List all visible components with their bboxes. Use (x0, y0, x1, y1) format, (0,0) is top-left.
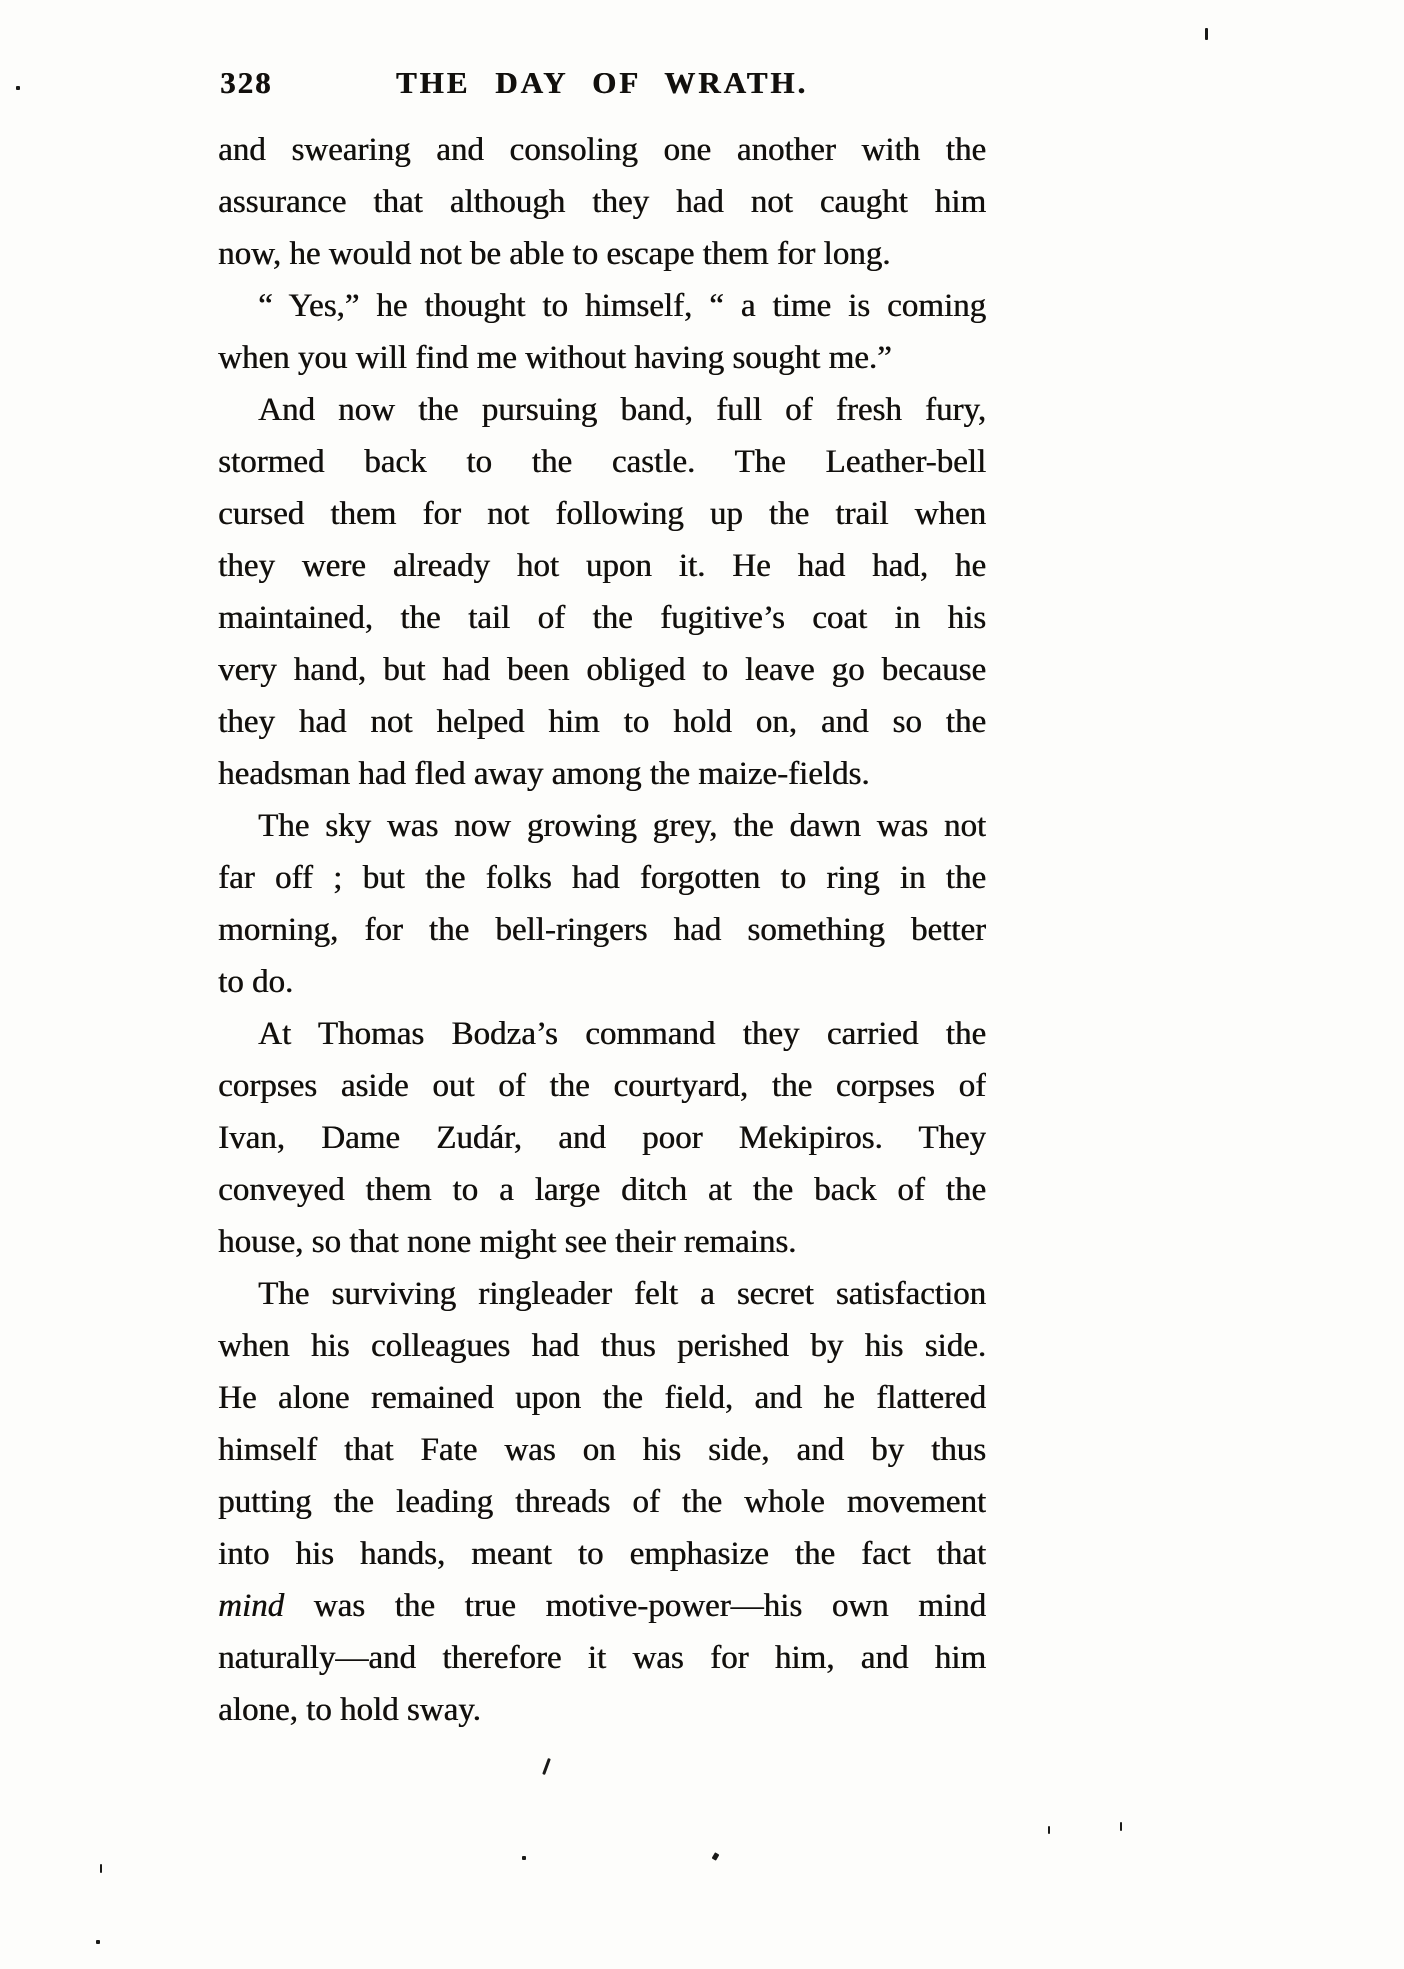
paragraph (218, 280, 986, 384)
body-text (218, 124, 986, 1736)
paragraph (218, 1008, 986, 1268)
text-line: putting the leading threads of the whole movement (218, 1484, 986, 1520)
text-line: He alone remained upon the field, and he flattered (218, 1380, 986, 1416)
emphasized-word: mind (218, 1588, 284, 1624)
scan-speck (1048, 1826, 1050, 1834)
scan-speck (542, 1758, 551, 1775)
text-line (218, 1580, 986, 1632)
text-line: now, he would not be able to escape them for long. (218, 236, 891, 272)
text-line: when his colleagues had thus perished by his side. (218, 1328, 986, 1364)
scan-speck (96, 1940, 100, 1944)
paragraph (218, 800, 986, 1008)
running-title: THE DAY OF WRATH. (395, 65, 809, 100)
text-line: conveyed them to a large ditch at the back of the (218, 1172, 986, 1208)
text-line: stormed back to the castle. The Leather-bell (218, 444, 986, 480)
text-line: himself that Fate was on his side, and by thus (218, 1432, 986, 1468)
page-number: 328 (220, 65, 273, 100)
text-segment: was the true motive-power—his own mind (284, 1588, 986, 1624)
text-line: assurance that although they had not caught him (218, 184, 986, 220)
page-header (218, 62, 986, 104)
text-line: and swearing and consoling one another with the (218, 132, 986, 168)
paragraph (218, 124, 986, 280)
paragraph (218, 384, 986, 800)
scan-speck (522, 1856, 526, 1860)
paragraph (218, 1268, 986, 1736)
text-line: alone, to hold sway. (218, 1692, 481, 1728)
text-line: to do. (218, 964, 294, 1000)
text-line: morning, for the bell-ringers had something better (218, 912, 986, 948)
text-line: naturally—and therefore it was for him, and him (218, 1640, 986, 1676)
text-line: headsman had fled away among the maize-fields. (218, 756, 870, 792)
scan-speck (16, 86, 20, 90)
text-line: corpses aside out of the courtyard, the corpses of (218, 1068, 986, 1104)
scan-speck (100, 1864, 102, 1873)
text-line: house, so that none might see their remains. (218, 1224, 797, 1260)
text-line: The surviving ringleader felt a secret satisfaction (258, 1276, 986, 1312)
text-line: they had not helped him to hold on, and so the (218, 704, 986, 740)
text-line: And now the pursuing band, full of fresh fury, (258, 392, 986, 428)
text-line: At Thomas Bodza’s command they carried the (258, 1016, 986, 1052)
text-line: when you will find me without having sought me.” (218, 340, 892, 376)
text-line: very hand, but had been obliged to leave go because (218, 652, 986, 688)
scan-speck (1205, 28, 1208, 40)
scan-speck (1120, 1822, 1122, 1831)
scan-speck (712, 1852, 720, 1861)
text-line: far off ; but the folks had forgotten to ring in the (218, 860, 986, 896)
text-line: “ Yes,” he thought to himself, “ a time is coming (258, 288, 986, 324)
text-line: cursed them for not following up the trail when (218, 496, 986, 532)
text-line: Ivan, Dame Zudár, and poor Mekipiros. They (218, 1120, 986, 1156)
text-line: into his hands, meant to emphasize the fact that (218, 1536, 986, 1572)
text-line: maintained, the tail of the fugitive’s coat in his (218, 600, 986, 636)
text-line: they were already hot upon it. He had had, he (218, 548, 986, 584)
text-line: The sky was now growing grey, the dawn was not (258, 808, 986, 844)
